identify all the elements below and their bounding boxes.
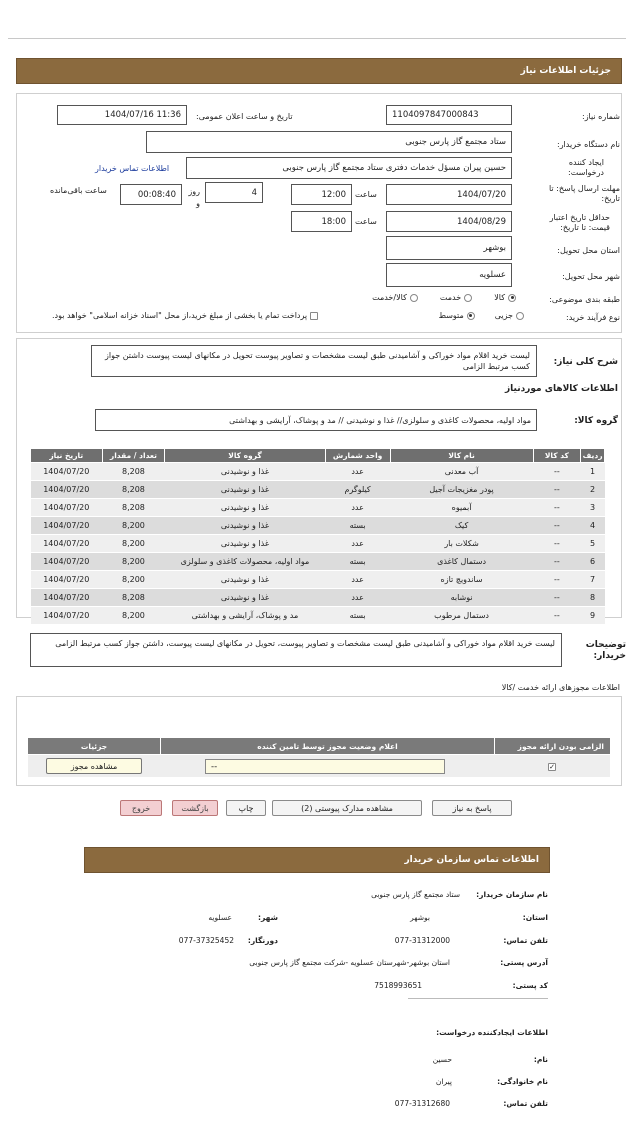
view-permit-button[interactable]: مشاهده مجوز [46,758,142,774]
cell-row: 4 [581,517,605,535]
contact-fax-label: دورنگار: [247,936,278,945]
cell-unit: بسته [325,607,390,625]
page-title: جزئیات اطلاعات نیاز [520,66,611,76]
permit-col-status: اعلام وضعیت مجوز توسط تامین کننده [160,738,494,754]
contact-city-value: عسلویه [208,913,232,922]
cell-date: 1404/07/20 [31,607,103,625]
table-row [31,589,605,607]
print-button[interactable]: چاپ [226,800,266,816]
cell-group: مواد اولیه، محصولات کاغذی و سلولزی [165,553,325,571]
cell-name: آبمیوه [390,499,533,517]
creator-last-name-label: نام خانوادگی: [497,1077,548,1086]
deadline-date-field: 1404/07/20 [386,184,512,205]
buyer-notes-label: توضیحات خریدار: [585,640,626,661]
cell-group: غذا و نوشیدنی [165,463,325,481]
buyer-org-label: نام دستگاه خریدار: [557,140,620,149]
col-unit: واحد شمارش [325,449,390,463]
need-number-field: 1104097847000843 [386,105,512,125]
cell-name: نوشابه [390,589,533,607]
cell-qty: 8,208 [102,499,165,517]
contact-header-bar [84,847,550,873]
contact-province-label: استان: [522,913,548,922]
cell-date: 1404/07/20 [31,517,103,535]
contact-title: اطلاعات تماس سازمان خریدار [404,855,539,865]
cell-date: 1404/07/20 [31,499,103,517]
buyer-notes-field [30,633,562,667]
cell-row: 3 [581,499,605,517]
radio-icon [516,312,524,320]
contact-address-value: استان بوشهر-شهرستان عسلویه -شرکت مجتمع گاز پارس جنوبی [249,958,450,967]
permits-title: اطلاعات مجوزهای ارائه خدمت /کالا [501,683,620,692]
cell-row: 2 [581,481,605,499]
radio-icon [464,294,472,302]
permit-col-details: جزئیات [80,741,108,751]
cell-date: 1404/07/20 [31,535,103,553]
days-label: روز و [188,187,200,208]
cell-qty: 8,200 [102,517,165,535]
col-name: نام کالا [390,449,533,463]
cell-group: غذا و نوشیدنی [165,571,325,589]
cell-group: مد و پوشاک، آرایشی و بهداشتی [165,607,325,625]
col-row: ردیف [581,449,605,463]
contact-address-label: آدرس پستی: [500,958,548,967]
cell-name: آب معدنی [390,463,533,481]
cell-name: شکلات بار [390,535,533,553]
cell-code: -- [533,589,581,607]
creator-info-title: اطلاعات ایجادکننده درخواست: [436,1028,548,1037]
cell-name: دستمال کاغذی [390,553,533,571]
process-option-minor[interactable]: جزیی [495,311,524,320]
days-field: 4 [205,182,263,203]
category-radio-group [372,293,516,302]
category-option-goods-service[interactable]: کالا/خدمت [372,293,418,302]
permit-required-checkbox[interactable]: ✓ [549,762,555,771]
validity-time-label: ساعت [355,217,377,226]
contact-info [84,880,550,1120]
creator-last-name-value: پیران [435,1077,452,1086]
buyer-org-field: ستاد مجتمع گاز پارس جنوبی [146,131,512,153]
cell-group: غذا و نوشیدنی [165,481,325,499]
cell-code: -- [533,571,581,589]
cell-row: 6 [581,553,605,571]
permit-status-input[interactable]: -- [205,759,445,774]
creator-first-name-value: حسین [432,1055,452,1064]
table-row [31,481,605,499]
table-row [31,571,605,589]
table-row [31,463,605,481]
cell-date: 1404/07/20 [31,571,103,589]
cell-qty: 8,208 [102,589,165,607]
cell-qty: 8,200 [102,607,165,625]
table-row [31,553,605,571]
buyer-contact-link[interactable]: اطلاعات تماس خریدار [95,164,170,173]
back-button[interactable]: بازگشت [172,800,218,816]
contact-province-value: بوشهر [410,913,430,922]
cell-unit: عدد [325,589,390,607]
table-row [31,499,605,517]
contact-city-label: شهر: [258,913,278,922]
cell-name: ساندویچ تازه [390,571,533,589]
remaining-time-field: 00:08:40 [120,184,182,205]
attachments-button[interactable]: مشاهده مدارک پیوستی (2) [272,800,422,816]
creator-phone-label: تلفن تماس: [503,1099,548,1108]
cell-row: 5 [581,535,605,553]
cell-name: پودر مغزیجات آجیل [390,481,533,499]
process-type-label: نوع فرآیند خرید: [566,313,620,322]
cell-code: -- [533,553,581,571]
contact-postal-label: کد پستی: [512,981,548,990]
items-table-body [31,463,605,625]
creator-label: ایجاد کننده درخواست: [568,158,604,177]
announce-date-field: 1404/07/16 11:36 [57,105,187,125]
contact-phone-label: تلفن تماس: [503,936,548,945]
remaining-label: ساعت باقی‌مانده [50,186,107,195]
col-group: گروه کالا [165,449,325,463]
summary-text: لیست خرید اقلام مواد خوراکی و آشامیدنی طبق لیست مشخصات و تصاویر پیوست تحویل در مکانهای لیست پیوست داشتن جواز کسب مرتبط الزامی [105,351,530,371]
cell-code: -- [533,535,581,553]
cell-row: 9 [581,607,605,625]
contact-org-value: ستاد مجتمع گاز پارس جنوبی [371,890,460,899]
city-label: شهر محل تحویل: [562,272,620,281]
validity-date-field: 1404/08/29 [386,211,512,232]
cell-name: دستمال مرطوب [390,607,533,625]
cell-group: غذا و نوشیدنی [165,517,325,535]
province-field: بوشهر [386,236,512,260]
exit-button[interactable]: خروج [120,800,162,816]
cell-unit: عدد [325,463,390,481]
cell-name: کیک [390,517,533,535]
cell-qty: 8,208 [102,481,165,499]
contact-fax-value: 077-37325452 [178,936,234,945]
contact-phone-value: 077-31312000 [394,936,450,945]
cell-date: 1404/07/20 [31,481,103,499]
col-qty: تعداد / مقدار [102,449,165,463]
deadline-time-field: 12:00 [291,184,352,205]
announce-date-label: تاریخ و ساعت اعلان عمومی: [196,112,293,121]
category-option-goods[interactable]: کالا [494,293,516,302]
cell-unit: بسته [325,517,390,535]
goods-group-field: مواد اولیه، محصولات کاغذی و سلولزی// غذا و نوشیدنی // مد و پوشاک، آرایشی و بهداشتی [95,409,537,431]
cell-code: -- [533,607,581,625]
cell-code: -- [533,463,581,481]
treasury-payment-option[interactable]: پرداخت تمام یا بخشی از مبلغ خرید،از محل "اسناد خزانه اسلامی" خواهد بود. [52,311,318,320]
process-option-medium[interactable]: متوسط [439,311,475,320]
table-row [31,607,605,625]
cell-unit: عدد [325,571,390,589]
creator-phone-value: 077-31312680 [394,1099,450,1108]
cell-unit: کیلوگرم [325,481,390,499]
radio-icon [467,312,475,320]
cell-qty: 8,200 [102,571,165,589]
summary-label: شرح کلی نیاز: [553,357,618,367]
cell-date: 1404/07/20 [31,463,103,481]
cell-unit: عدد [325,535,390,553]
cell-qty: 8,208 [102,463,165,481]
cell-qty: 8,200 [102,553,165,571]
category-option-service[interactable]: خدمت [440,293,472,302]
goods-group-label: گروه کالا: [574,416,618,426]
cell-date: 1404/07/20 [31,589,103,607]
cell-group: غذا و نوشیدنی [165,535,325,553]
goods-section-title: اطلاعات کالاهای موردنیاز [504,384,618,394]
city-field: عسلویه [386,263,512,287]
permits-table-header [28,738,610,754]
validity-label: حداقل تاریخ اعتبار قیمت: تا تاریخ: [549,213,610,232]
cell-code: -- [533,517,581,535]
table-row [31,517,605,535]
radio-icon [410,294,418,302]
col-code: کد کالا [533,449,581,463]
items-table-header [31,449,605,463]
province-label: استان محل تحویل: [557,246,620,255]
cell-row: 7 [581,571,605,589]
cell-code: -- [533,499,581,517]
process-radio-group [439,311,524,320]
radio-icon [508,294,516,302]
creator-field: حسین پیران مسؤل خدمات دفتری ستاد مجتمع گاز پارس جنوبی [186,157,512,179]
category-label: طبقه بندی موضوعی: [549,295,620,304]
cell-group: غذا و نوشیدنی [165,499,325,517]
checkbox-icon [310,312,318,320]
details-header-bar [16,58,622,84]
validity-time-field: 18:00 [291,211,352,232]
cell-group: غذا و نوشیدنی [165,589,325,607]
summary-field [91,345,537,377]
need-number-label: شماره نیاز: [582,112,620,121]
cell-date: 1404/07/20 [31,553,103,571]
deadline-label: مهلت ارسال پاسخ: تا تاریخ: [548,184,620,203]
reply-button[interactable]: پاسخ به نیاز [432,800,512,816]
table-row [31,535,605,553]
buyer-notes-text: لیست خرید اقلام مواد خوراکی و آشامیدنی طبق لیست مشخصات و تصاویر پیوست، تحویل در مکانهای لیست پیوست، داشتن جواز کسب مرتبط الزامی [55,639,555,648]
cell-qty: 8,200 [102,535,165,553]
cell-unit: عدد [325,499,390,517]
contact-org-label: نام سازمان خریدار: [476,890,548,899]
cell-unit: بسته [325,553,390,571]
deadline-time-label: ساعت [355,190,377,199]
contact-divider [408,998,548,999]
contact-postal-value: 7518993651 [374,981,422,990]
cell-row: 8 [581,589,605,607]
cell-row: 1 [581,463,605,481]
items-table [30,448,605,625]
col-date: تاریخ نیاز [31,449,103,463]
cell-code: -- [533,481,581,499]
creator-first-name-label: نام: [533,1055,548,1064]
permit-col-required: الزامی بودن ارائه مجوز [494,738,610,754]
